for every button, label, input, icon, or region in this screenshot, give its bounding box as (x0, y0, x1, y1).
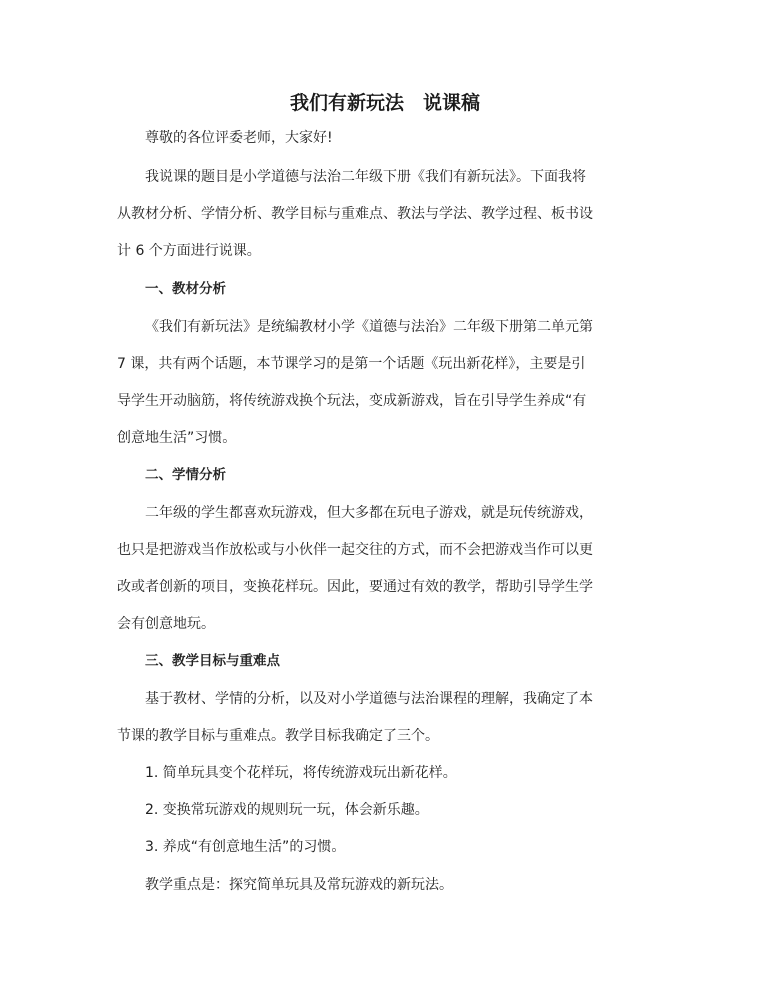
greeting-text: 尊敬的各位评委老师，大家好! (145, 130, 333, 146)
goal-item: 2. 变换常玩游戏的规则玩一玩，体会新乐趣。 (145, 802, 429, 818)
section-heading-student-analysis: 二、学情分析 (145, 467, 226, 483)
paragraph-line: 7 课，共有两个话题，本节课学习的是第一个话题《玩出新花样》，主要是引 (117, 356, 586, 372)
paragraph-line: 改或者创新的项目，变换花样玩。因此，要通过有效的教学，帮助引导学生学 (117, 579, 593, 595)
goal-item: 3. 养成“有创意地生活”的习惯。 (145, 839, 346, 855)
section-heading-teaching-goals: 三、教学目标与重难点 (145, 653, 280, 669)
key-point-text: 教学重点是：探究简单玩具及常玩游戏的新玩法。 (145, 877, 453, 893)
paragraph-line: 创意地生活”习惯。 (117, 430, 237, 446)
paragraph-line: 导学生开动脑筋，将传统游戏换个玩法，变成新游戏，旨在引导学生养成“有 (117, 393, 587, 409)
paragraph-line: 《我们有新玩法》是统编教材小学《道德与法治》二年级下册第二单元第 (145, 319, 593, 335)
paragraph-line: 会有创意地玩。 (117, 616, 215, 632)
goal-item: 1. 简单玩具变个花样玩，将传统游戏玩出新花样。 (145, 765, 457, 781)
intro-line: 从教材分析、学情分析、教学目标与重难点、教法与学法、教学过程、板书设 (117, 206, 593, 222)
paragraph-line: 也只是把游戏当作放松或与小伙伴一起交往的方式，而不会把游戏当作可以更 (117, 542, 593, 558)
paragraph-line: 二年级的学生都喜欢玩游戏，但大多都在玩电子游戏，就是玩传统游戏， (145, 505, 593, 521)
document-title: 我们有新玩法 说课稿 (289, 92, 480, 114)
section-heading-textbook-analysis: 一、教材分析 (145, 281, 226, 297)
paragraph-line: 节课的教学目标与重难点。教学目标我确定了三个。 (117, 728, 439, 744)
intro-line: 我说课的题目是小学道德与法治二年级下册《我们有新玩法》。下面我将 (145, 169, 586, 185)
intro-line: 计 6 个方面进行说课。 (117, 243, 261, 259)
paragraph-line: 基于教材、学情的分析，以及对小学道德与法治课程的理解，我确定了本 (145, 691, 593, 707)
